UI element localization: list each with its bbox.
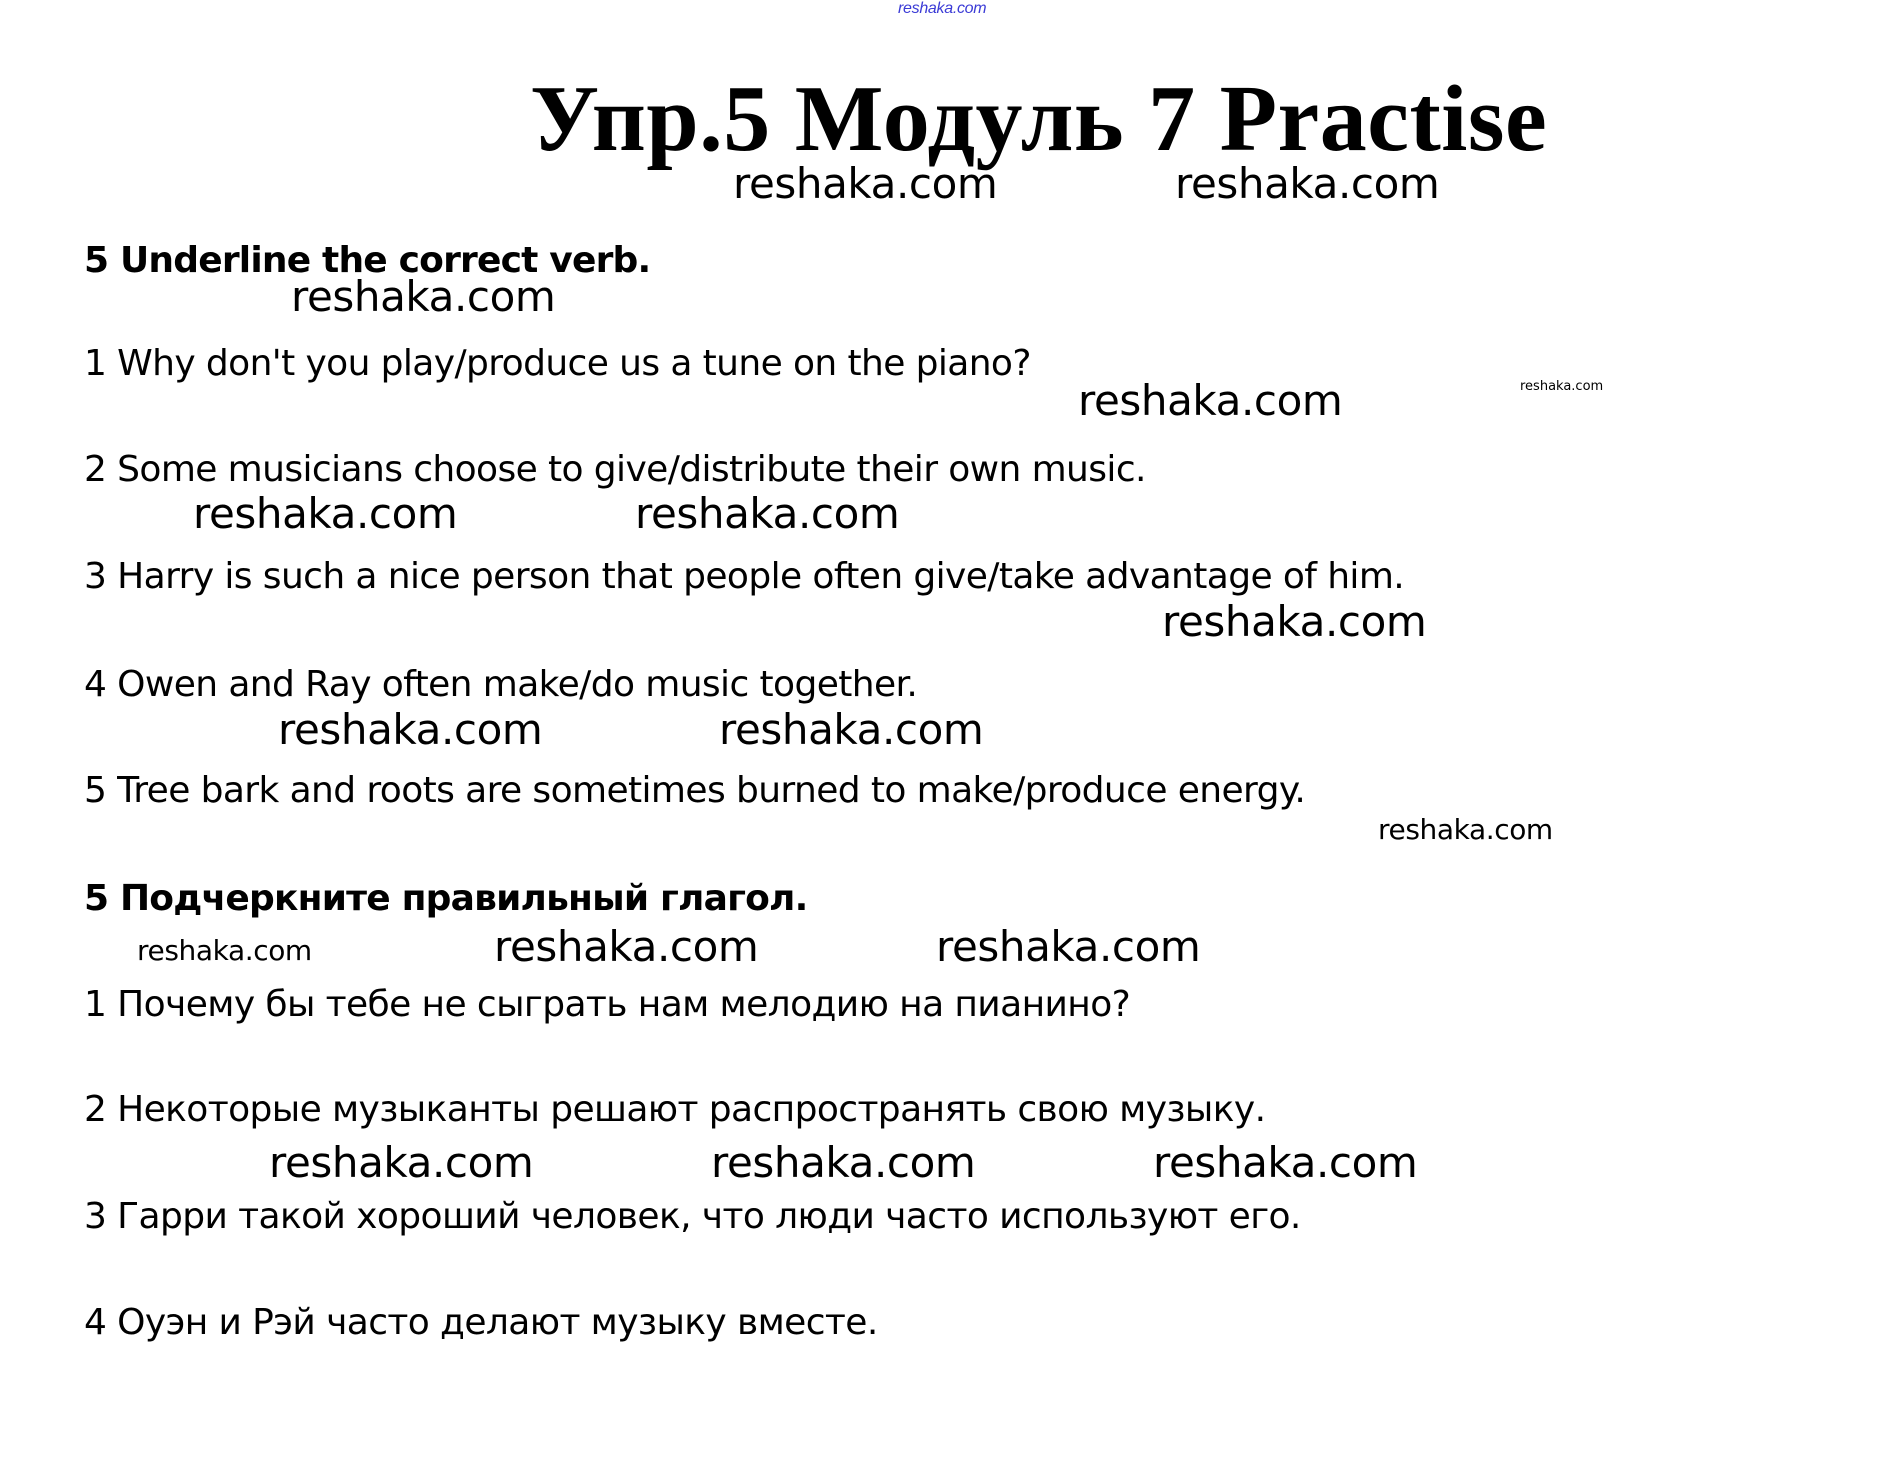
section-heading-russian: 5 Подчеркните правильный глагол. [84, 878, 808, 919]
top-site-link[interactable]: reshaka.com [898, 0, 987, 17]
section-heading-english: 5 Underline the correct verb. [84, 240, 651, 281]
exercise-item: 3 Harry is such a nice person that people often give/take advantage of him. [84, 556, 1405, 597]
watermark: reshaka.com [193, 489, 458, 538]
watermark: reshaka.com [291, 272, 556, 321]
watermark: reshaka.com [733, 159, 998, 208]
watermark: reshaka.com [137, 934, 312, 967]
exercise-item: 2 Some musicians choose to give/distribute their own music. [84, 449, 1146, 490]
exercise-item: 5 Tree bark and roots are sometimes burned to make/produce energy. [84, 770, 1306, 811]
exercise-item: 1 Почему бы тебе не сыграть нам мелодию на пианино? [84, 984, 1131, 1025]
watermark: reshaka.com [635, 489, 900, 538]
exercise-item: 4 Owen and Ray often make/do music together. [84, 664, 918, 705]
watermark: reshaka.com [278, 705, 543, 754]
exercise-item: 3 Гарри такой хороший человек, что люди часто используют его. [84, 1196, 1301, 1237]
watermark: reshaka.com [711, 1138, 976, 1187]
watermark: reshaka.com [269, 1138, 534, 1187]
exercise-item: 2 Некоторые музыканты решают распространять свою музыку. [84, 1089, 1266, 1130]
watermark: reshaka.com [494, 922, 759, 971]
watermark: reshaka.com [719, 705, 984, 754]
watermark: reshaka.com [1078, 376, 1343, 425]
exercise-item: 4 Оуэн и Рэй часто делают музыку вместе. [84, 1302, 878, 1343]
watermark-small: reshaka.com [1520, 379, 1604, 394]
exercise-item: 1 Why don't you play/produce us a tune on the piano? [84, 343, 1031, 384]
page-title: Упр.5 Модуль 7 Practise [530, 67, 1548, 171]
watermark: reshaka.com [936, 922, 1201, 971]
watermark: reshaka.com [1175, 159, 1440, 208]
watermark: reshaka.com [1378, 813, 1553, 846]
watermark: reshaka.com [1153, 1138, 1418, 1187]
watermark: reshaka.com [1162, 597, 1427, 646]
